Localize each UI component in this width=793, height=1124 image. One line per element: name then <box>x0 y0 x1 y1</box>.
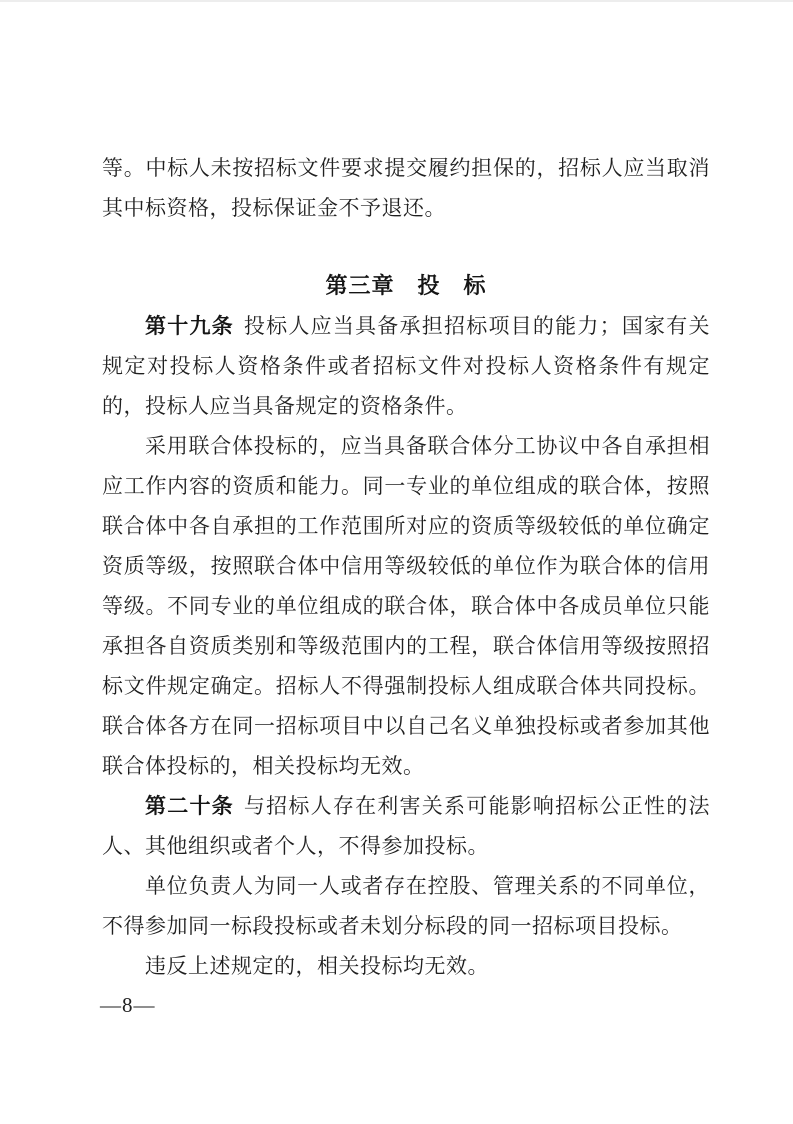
chapter-heading: 第三章 投 标 <box>325 273 487 298</box>
document-body <box>102 148 710 986</box>
page-number: —8— <box>100 993 156 1017</box>
paragraph-article-20 <box>102 786 710 866</box>
article-20-text: 与招标人存在利害关系可能影响招标公正性的法人、其他组织或者个人，不得参加投标。 <box>102 794 711 858</box>
article-19-text: 投标人应当具备承担招标项目的能力；国家有关规定对投标人资格条件或者招标文件对投标人资格条件有规定的，投标人应当具备规定的资格条件。 <box>102 314 711 418</box>
article-20-number: 第二十条 <box>145 794 234 818</box>
paragraph-consortium-bidding: 采用联合体投标的，应当具备联合体分工协议中各自承担相应工作内容的资质和能力。同一专业的单位组成的联合体，按照联合体中各自承担的工作范围所对应的资质等级较低的单位确定资质等级，按照联合体中信用等级较低的单位作为联合体的信用等级。不同专业的单位组成的联合体，联合体中各成员单位只能承担各自资质类别和等级范围内的工程，联合体信用等级按照招标文件规定确定。招标人不得强制投标人组成联合体共同投标。联合体各方在同一招标项目中以自己名义单独投标或者参加其他联合体投标的，相关投标均无效。 <box>102 434 710 778</box>
paragraph-article-19 <box>102 306 710 426</box>
paragraph-bond-forfeiture-continuation: 等。中标人未按招标文件要求提交履约担保的，招标人应当取消其中标资格，投标保证金不予退还。 <box>102 156 710 220</box>
article-19-number: 第十九条 <box>145 314 234 338</box>
paragraph-same-responsible-person: 单位负责人为同一人或者存在控股、管理关系的不同单位，不得参加同一标段投标或者未划分标段的同一招标项目投标。 <box>102 874 710 938</box>
paragraph-violation-invalid: 违反上述规定的，相关投标均无效。 <box>145 954 489 978</box>
